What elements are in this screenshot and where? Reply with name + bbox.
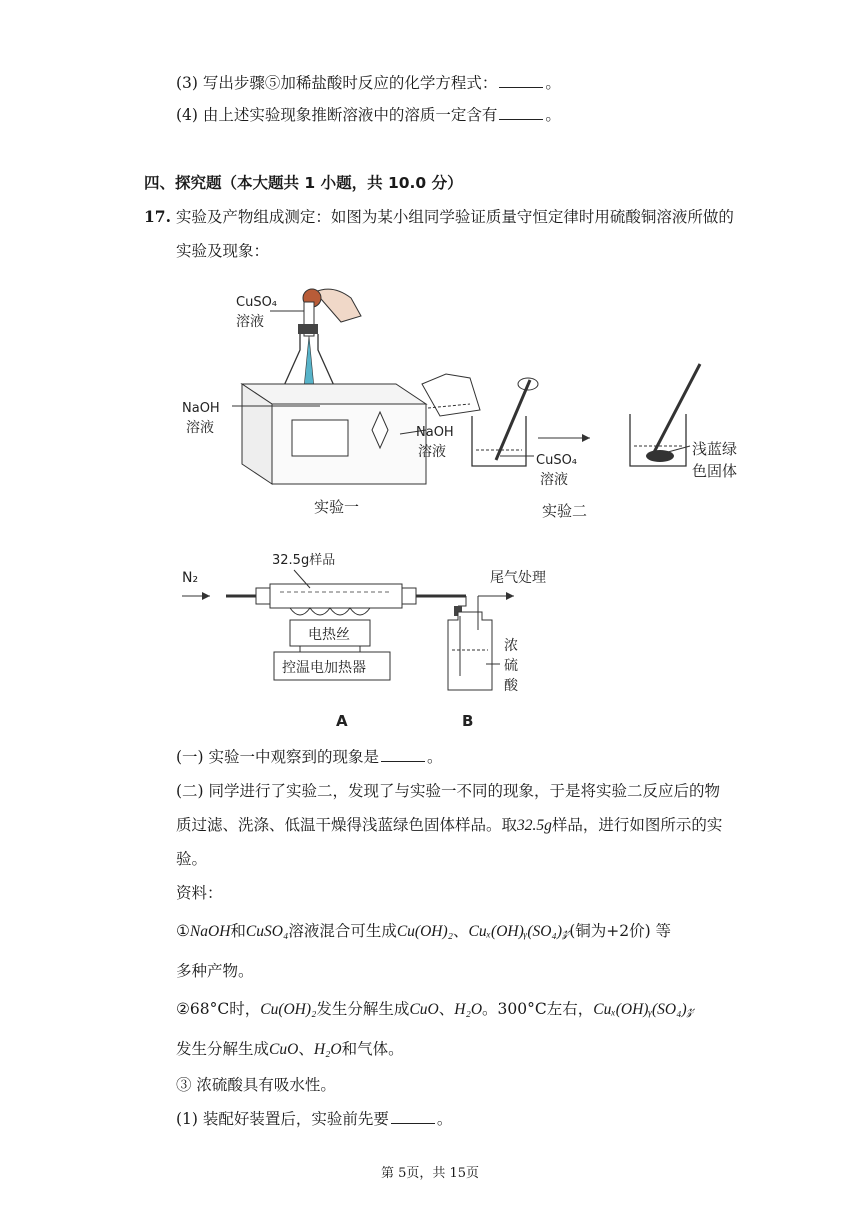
part-1: (一) 实验一中观察到的现象是 。 bbox=[176, 748, 443, 766]
solution-label: 溶液 bbox=[540, 472, 568, 488]
reference-3: ③ 浓硫酸具有吸水性。 bbox=[176, 1076, 336, 1094]
light-blue-green-label: 浅蓝绿 bbox=[692, 440, 738, 458]
sample-label: 32.5g样品 bbox=[272, 553, 336, 568]
cuso4-label: CuSO₄ bbox=[236, 295, 278, 310]
experiment-figure bbox=[170, 280, 770, 740]
solution-label: 溶液 bbox=[418, 444, 446, 460]
question-17-line1: 17. 实验及产物组成测定：如图为某小组同学验证质量守恒定律时用硫酸铜溶液所做的 bbox=[144, 207, 734, 226]
label-a: A bbox=[336, 712, 348, 730]
label-b: B bbox=[462, 712, 474, 730]
heating-wire-label: 电热丝 bbox=[308, 627, 350, 643]
question-17-line2: 实验及现象： bbox=[176, 242, 270, 260]
reference-1-line2: 多种产物。 bbox=[176, 962, 254, 980]
solution-label: 溶液 bbox=[236, 314, 264, 330]
part-2-line2: 质过滤、洗涤、低温干燥得浅蓝绿色固体样品。取32.5g样品，进行如图所示的实 bbox=[176, 816, 723, 834]
naoh-label: NaOH bbox=[416, 425, 454, 440]
answer-blank bbox=[391, 1109, 435, 1124]
experiment-1-diagram bbox=[182, 289, 426, 516]
sulfuric-label: 硫 bbox=[504, 658, 518, 674]
exhaust-label: 尾气处理 bbox=[490, 570, 546, 586]
cuso4-label: CuSO₄ bbox=[536, 453, 578, 468]
solid-label: 色固体 bbox=[692, 462, 738, 480]
solution-label: 溶液 bbox=[186, 420, 214, 436]
conc-label: 浓 bbox=[504, 638, 518, 654]
question-3: (3) 写出步骤⑤加稀盐酸时反应的化学方程式： 。 bbox=[176, 74, 561, 92]
reference-2: ②68°C时，Cu(OH)₂发生分解生成CuO、H₂O。300°C左右，Cuₓ(OH)ᵧ(SO₄)𝓏 bbox=[176, 1000, 694, 1018]
reference-1: ①NaOH和CuSO₄溶液混合可生成Cu(OH)₂、Cuₓ(OH)ᵧ(SO₄)𝓏(铜为+2价) 等 bbox=[176, 922, 672, 940]
apparatus-ab bbox=[182, 552, 546, 730]
answer-blank bbox=[499, 73, 543, 88]
n2-label: N₂ bbox=[182, 570, 199, 586]
reference-2-line2: 发生分解生成CuO、H₂O和气体。 bbox=[176, 1040, 404, 1058]
experiment-2-label: 实验二 bbox=[542, 502, 588, 520]
naoh-label: NaOH bbox=[182, 401, 220, 416]
experiment-1-label: 实验一 bbox=[314, 498, 360, 516]
step-1: (1) 装配好装置后，实验前先要 。 bbox=[176, 1110, 453, 1128]
page-footer: 第 5页，共 15页 bbox=[380, 1166, 480, 1181]
acid-label: 酸 bbox=[504, 678, 518, 694]
experiment-2-diagram bbox=[416, 364, 737, 520]
reference-heading: 资料： bbox=[176, 884, 223, 902]
question-4: (4) 由上述实验现象推断溶液中的溶质一定含有 。 bbox=[176, 106, 561, 124]
part-2-line1: (二) 同学进行了实验二，发现了与实验一不同的现象，于是将实验二反应后的物 bbox=[176, 782, 721, 800]
answer-blank bbox=[381, 747, 425, 762]
answer-blank bbox=[499, 105, 543, 120]
section-heading: 四、探究题（本大题共 1 小题，共 10.0 分） bbox=[144, 174, 463, 192]
heater-label: 控温电加热器 bbox=[282, 660, 366, 676]
part-2-line3: 验。 bbox=[176, 850, 208, 868]
